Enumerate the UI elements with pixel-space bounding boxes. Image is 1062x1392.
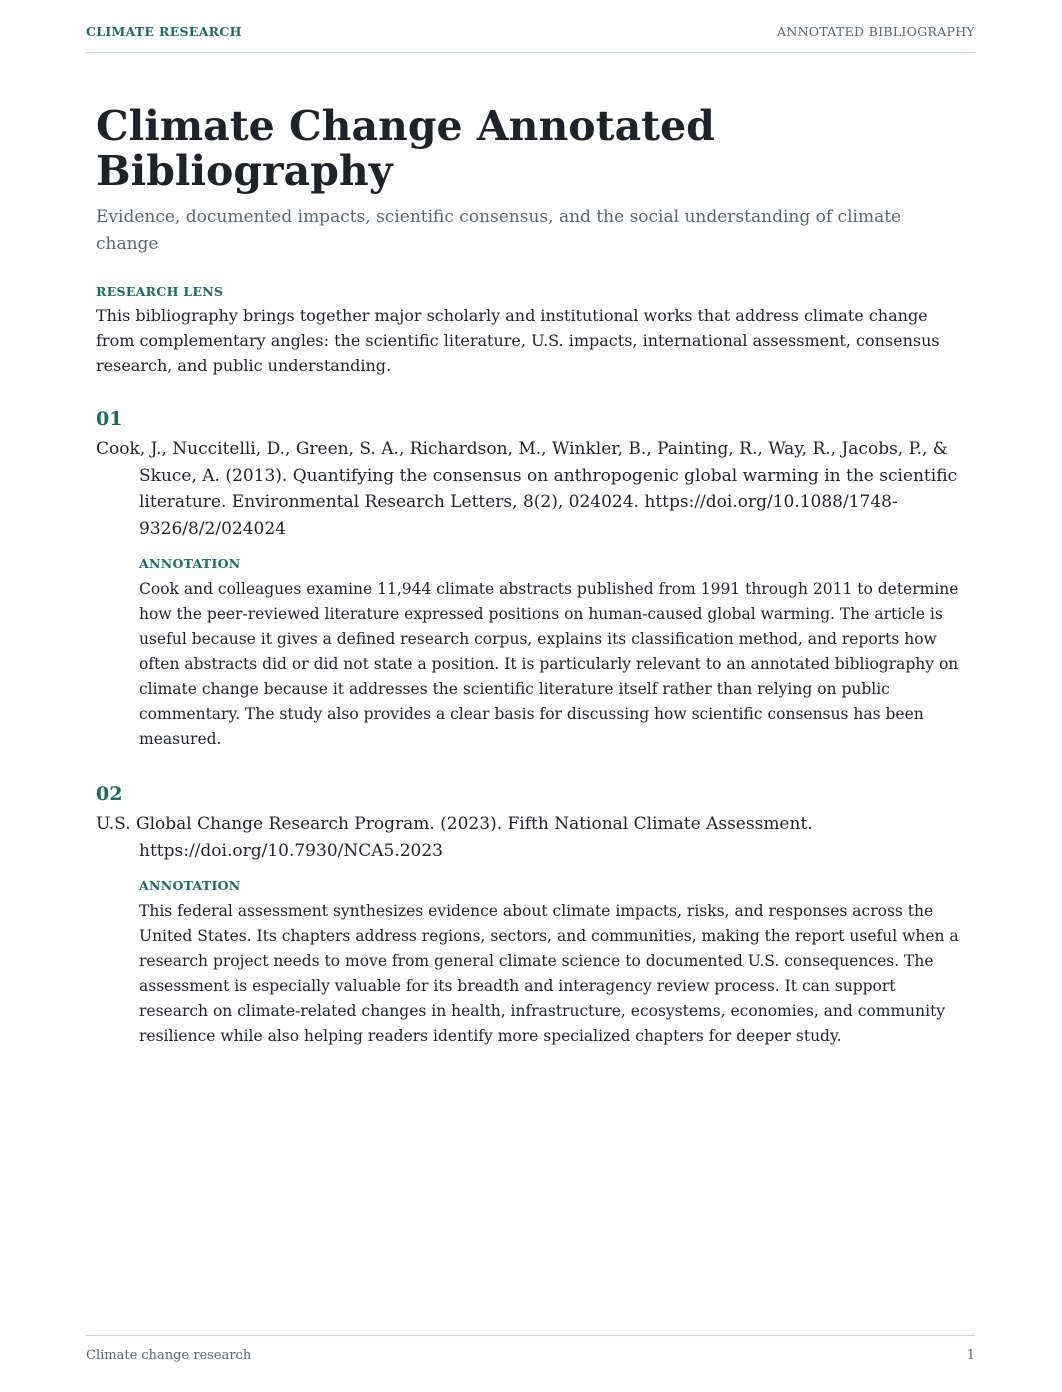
research-lens-text: This bibliography brings together major scholarly and institutional works that address climate change from complementary angles: the scientific literature, U.S. impacts, international assessment, consensus research, and public understanding.	[96, 306, 940, 375]
annotation-label: ANNOTATION	[139, 878, 241, 893]
entry-number: 01	[96, 408, 123, 430]
entry-annotation	[139, 878, 968, 1049]
entry-citation: U.S. Global Change Research Program. (2023). Fifth National Climate Assessment. https://doi.org/10.7930/NCA5.2023	[96, 814, 813, 861]
research-lens-label: RESEARCH LENS	[96, 284, 224, 299]
annotation-label: ANNOTATION	[139, 556, 241, 571]
entry-number: 02	[96, 783, 123, 805]
header-section-label: CLIMATE RESEARCH	[86, 24, 242, 39]
bibliography-entry-02	[96, 783, 968, 1049]
page-header	[86, 23, 975, 53]
entry-annotation	[139, 556, 968, 752]
document-body	[96, 104, 968, 1049]
footer-label: Climate change research	[86, 1348, 252, 1363]
page-subtitle: Evidence, documented impacts, scientific consensus, and the social understanding of climate change	[96, 207, 902, 254]
header-document-type: ANNOTATED BIBLIOGRAPHY	[777, 24, 975, 39]
page-title: Climate Change Annotated Bibliography	[96, 102, 715, 195]
entry-citation: Cook, J., Nuccitelli, D., Green, S. A., Richardson, M., Winkler, B., Painting, R., Way, R., Jacobs, P., & Skuce, A. (2013). Quantifying the consensus on anthropogenic global warming in the scientific literature. Environmental Research Letters, 8(2), 024024. https://doi.org/10.1088/1748-9326/8/2/024024	[96, 439, 958, 539]
bibliography-entry-01	[96, 408, 968, 752]
annotation-text: Cook and colleagues examine 11,944 climate abstracts published from 1991 through 2011 to determine how the peer-reviewed literature expressed positions on human-caused global warming. The article is useful because it gives a defined research corpus, explains its classification method, and reports how often abstracts did or did not state a position. It is particularly relevant to an annotated bibliography on climate change because it addresses the scientific literature itself rather than relying on public commentary. The study also provides a clear basis for discussing how scientific consensus has been measured.	[139, 580, 959, 748]
page-footer	[86, 1335, 975, 1363]
annotation-text: This federal assessment synthesizes evidence about climate impacts, risks, and responses across the United States. Its chapters address regions, sectors, and communities, making the report useful when a research project needs to move from general climate science to documented U.S. consequences. The assessment is especially valuable for its breadth and interagency review process. It can support research on climate-related changes in health, infrastructure, ecosystems, economies, and community resilience while also helping readers identify more specialized chapters for deeper study.	[139, 902, 959, 1045]
page-number: 1	[966, 1348, 975, 1363]
